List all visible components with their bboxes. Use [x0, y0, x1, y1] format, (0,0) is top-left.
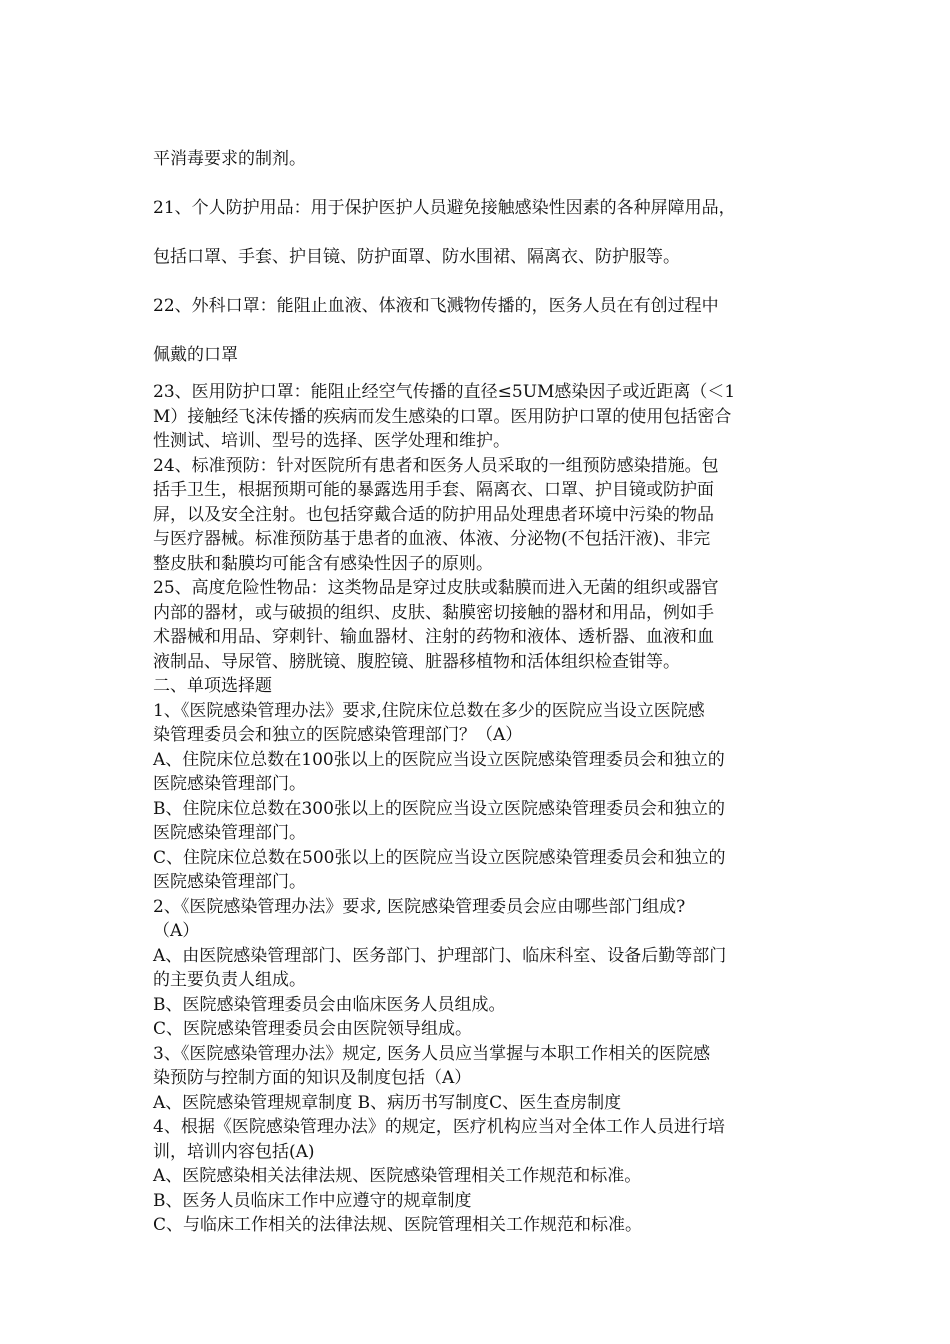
question-text: 3、《医院感染管理办法》规定, 医务人员应当掌握与本职工作相关的医院感 — [153, 1043, 711, 1064]
option-text: C、与临床工作相关的法律法规、医院管理相关工作规范和标准。 — [153, 1215, 643, 1235]
option-text: A、由医院感染管理部门、医务部门、护理部门、临床科室、设备后勤等部门 — [153, 945, 727, 966]
section-heading: 二、单项选择题 — [153, 676, 272, 696]
text-line: 22、外科口罩：能阻止血液、体液和飞溅物传播的，医务人员在有创过程中 — [153, 296, 719, 316]
question-text: （A） — [153, 921, 200, 941]
option-text: 医院感染管理部门。 — [153, 872, 306, 892]
option-text: 医院感染管理部门。 — [153, 823, 306, 843]
question-text: 4、根据《医院感染管理办法》的规定，医疗机构应当对全体工作人员进行培 — [153, 1117, 725, 1137]
text-line: 25、高度危险性物品：这类物品是穿过皮肤或黏膜而进入无菌的组织或器官 — [153, 578, 719, 598]
text-line: 术器械和用品、穿刺针、输血器材、注射的药物和液体、透析器、血液和血 — [153, 627, 714, 647]
question-text: 染预防与控制方面的知识及制度包括（A） — [153, 1068, 472, 1088]
option-text: B、医院感染管理委员会由临床医务人员组成。 — [153, 994, 506, 1015]
option-text: 医院感染管理部门。 — [153, 774, 306, 794]
option-text: C、住院床位总数在500张以上的医院应当设立医院感染管理委员会和独立的 — [153, 847, 726, 868]
text-line: 性测试、培训、型号的选择、医学处理和维护。 — [153, 431, 510, 451]
text-line: 平消毒要求的制剂。 — [153, 149, 306, 169]
text-line: 23、医用防护口罩：能阻止经空气传播的直径≤5UM感染因子或近距离（＜1 — [153, 382, 736, 402]
text-line: 21、个人防护用品：用于保护医护人员避免接触感染性因素的各种屏障用品， — [153, 198, 736, 218]
option-text: B、医务人员临床工作中应遵守的规章制度 — [153, 1190, 472, 1211]
text-line: 屏，以及安全注射。也包括穿戴合适的防护用品处理患者环境中污染的物品 — [153, 504, 714, 525]
text-line: 液制品、导尿管、膀胱镜、腹腔镜、脏器移植物和活体组织检查钳等。 — [153, 651, 680, 672]
option-text: A、医院感染相关法律法规、医院感染管理相关工作规范和标准。 — [153, 1166, 642, 1186]
option-text: B、住院床位总数在300张以上的医院应当设立医院感染管理委员会和独立的 — [153, 798, 725, 819]
option-text: 的主要负责人组成。 — [153, 970, 306, 990]
text-line: 24、标准预防：针对医院所有患者和医务人员采取的一组预防感染措施。包 — [153, 455, 719, 476]
option-text: C、医院感染管理委员会由医院领导组成。 — [153, 1019, 473, 1039]
question-text: 染管理委员会和独立的医院感染管理部门？（A） — [153, 725, 523, 745]
option-text: A、住院床位总数在100张以上的医院应当设立医院感染管理委员会和独立的 — [153, 749, 725, 770]
text-line: 括手卫生，根据预期可能的暴露选用手套、隔离衣、口罩、护目镜或防护面 — [153, 480, 714, 500]
text-line: 与医疗器械。标准预防基于患者的血液、体液、分泌物(不包括汗液)、非完 — [153, 529, 711, 549]
text-line: 包括口罩、手套、护目镜、防护面罩、防水围裙、隔离衣、防护服等。 — [153, 247, 680, 267]
document-body — [153, 135, 813, 1238]
text-line: M）接触经飞沫传播的疾病而发生感染的口罩。医用防护口罩的使用包括密合 — [153, 406, 732, 427]
option-text: A、医院感染管理规章制度 B、病历书写制度C、医生查房制度 — [153, 1092, 622, 1113]
text-line: 内部的器材，或与破损的组织、皮肤、黏膜密切接触的器材和用品，例如手 — [153, 602, 714, 623]
question-text: 训，培训内容包括(A) — [153, 1141, 315, 1162]
text-line: 整皮肤和黏膜均可能含有感染性因子的原则。 — [153, 553, 493, 574]
question-text: 2、《医院感染管理办法》要求, 医院感染管理委员会应由哪些部门组成? — [153, 896, 686, 917]
text-line: 佩戴的口罩 — [153, 345, 238, 365]
question-text: 1、《医院感染管理办法》要求,住院床位总数在多少的医院应当设立医院感 — [153, 700, 705, 721]
